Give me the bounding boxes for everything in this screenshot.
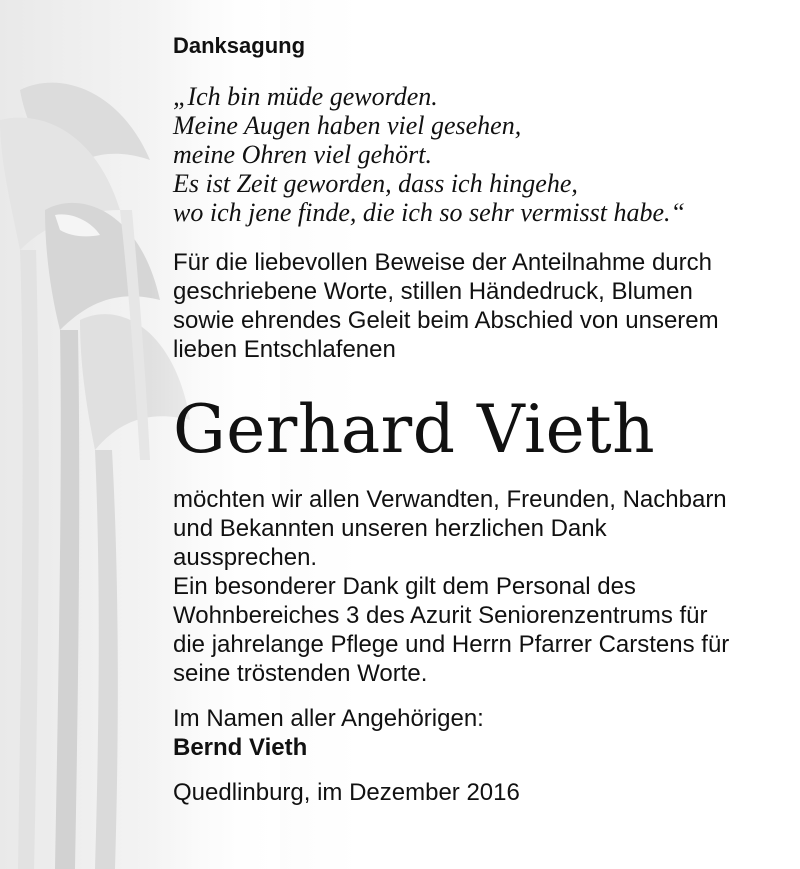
thanks-line: Wohnbereiches 3 des Azurit Seniorenzentrums für [173,602,708,629]
poem-line: „Ich bin müde geworden. [173,82,438,111]
intro-line: sowie ehrendes Geleit beim Abschied von unserem [173,307,719,334]
poem-line: meine Ohren viel gehört. [173,140,432,169]
notice-content [173,32,773,807]
poem-line: Meine Augen haben viel gesehen, [173,111,522,140]
poem-line: Es ist Zeit geworden, dass ich hingehe, [173,169,578,198]
poem-quote [173,82,773,227]
intro-line: geschriebene Worte, stillen Händedruck, Blumen [173,278,693,305]
place-date: Quedlinburg, im Dezember 2016 [173,779,520,806]
thanks-line: möchten wir allen Verwandten, Freunden, Nachbarn [173,486,727,513]
signer-name: Bernd Vieth [173,734,308,761]
thanks-line: Ein besonderer Dank gilt dem Personal des [173,573,636,600]
intro-line: Für die liebevollen Beweise der Anteilnahme durch [173,249,712,276]
thanks-line: und Bekannten unseren herzlichen Dank [173,515,607,542]
thanks-line: seine tröstenden Worte. [173,660,428,687]
deceased-name: Gerhard Vieth [173,391,656,468]
notice-heading: Danksagung [173,33,306,58]
signoff [173,704,773,762]
poem-line: wo ich jene finde, die ich so sehr vermisst habe.“ [173,198,685,227]
thanks-line: aussprechen. [173,544,318,571]
signoff-line: Im Namen aller Angehörigen: [173,705,484,732]
intro-line: lieben Entschlafenen [173,336,396,363]
thanks-line: die jahrelange Pflege und Herrn Pfarrer Carstens für [173,631,730,658]
intro-paragraph [173,248,773,364]
thanks-paragraph [173,485,773,688]
